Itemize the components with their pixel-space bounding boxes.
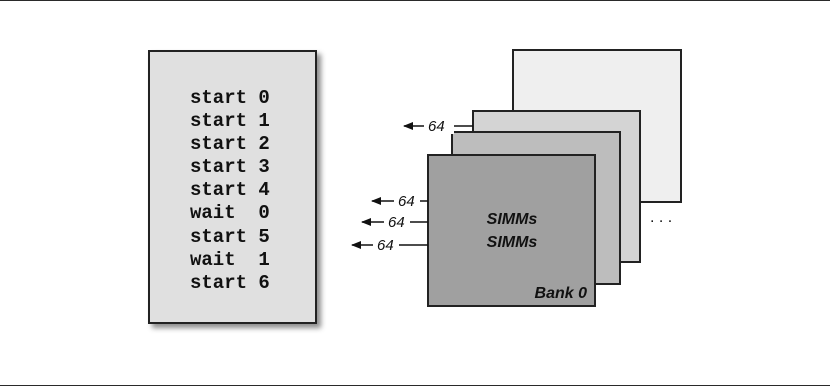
instruction-line: start 3 [190, 156, 270, 179]
bank-content-label-1: SIMMs [486, 211, 538, 228]
more-banks-ellipsis: . . . [650, 209, 673, 226]
bank-name-label: Bank 0 [534, 285, 587, 302]
instruction-line: wait 0 [190, 202, 270, 225]
bus-width-label-front-3: 64 [377, 237, 394, 254]
instruction-line: start 1 [190, 110, 270, 133]
instruction-line: start 6 [190, 271, 270, 294]
bank-content-label-2: SIMMs [486, 234, 538, 251]
instruction-line: start 0 [190, 87, 270, 109]
bus-width-label-front-2: 64 [388, 214, 405, 231]
instruction-line: wait 1 [190, 248, 270, 271]
instruction-line: start 2 [190, 133, 270, 156]
bus-width-label-front-1: 64 [398, 193, 415, 210]
instruction-line: start 5 [190, 225, 270, 248]
bus-width-label-top: 64 [428, 118, 445, 135]
memory-bank-front [428, 155, 595, 306]
instruction-line: start 4 [190, 179, 270, 202]
